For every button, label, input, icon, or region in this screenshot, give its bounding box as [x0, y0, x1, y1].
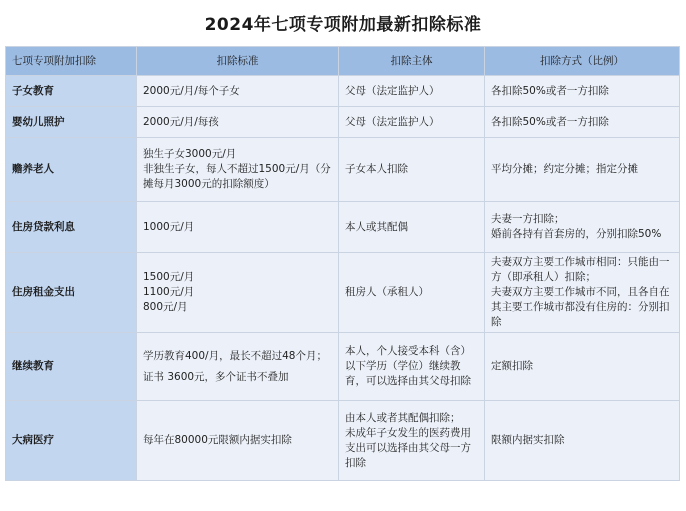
- subject-line: 本人，个人接受本科（含）以下学历（学位）继续教育，可以选择由其父母扣除: [345, 345, 471, 387]
- method-line: 各扣除50%或者一方扣除: [491, 84, 609, 97]
- subject-line: 未成年子女发生的医药费用支出可以选择由其父母一方扣除: [345, 426, 471, 469]
- standard-line: 1500元/月: [143, 271, 195, 283]
- row-method: [485, 138, 680, 202]
- table-row: [6, 333, 680, 401]
- table-row: [6, 202, 680, 253]
- subject-line: 父母（法定监护人）: [345, 115, 440, 128]
- row-method: [485, 107, 680, 138]
- row-method: [485, 401, 680, 481]
- standard-line: 800元/月: [143, 301, 188, 313]
- subject-line: 子女本人扣除: [345, 163, 408, 175]
- row-subject: [339, 401, 485, 481]
- page-title: 2024年七项专项附加最新扣除标准: [204, 15, 482, 35]
- standard-line: 证书 3600元，多个证书不叠加: [143, 370, 289, 383]
- subject-line: 本人或其配偶: [345, 220, 408, 233]
- method-line: 限额内据实扣除: [491, 434, 565, 446]
- row-standard: [137, 253, 339, 333]
- standard-line: 2000元/月/每个子女: [143, 84, 240, 97]
- row-method: [485, 333, 680, 401]
- method-line: 夫妻双方主要工作城市不同，且各自在其主要工作城市都没有住房的：分别扣除: [491, 286, 670, 328]
- row-name: 赡养老人: [6, 138, 137, 202]
- standard-line: 2000元/月/每孩: [143, 115, 219, 128]
- row-standard: [137, 401, 339, 481]
- table-row: [6, 253, 680, 333]
- row-name: 住房贷款利息: [6, 202, 137, 253]
- row-name: 住房租金支出: [6, 253, 137, 333]
- row-standard: [137, 76, 339, 107]
- method-line: 平均分摊；约定分摊；指定分摊: [491, 163, 638, 175]
- row-standard: [137, 107, 339, 138]
- method-line: 夫妻双方主要工作城市相同：只能由一方（即承租人）扣除；: [491, 256, 670, 283]
- row-name: 婴幼儿照护: [6, 107, 137, 138]
- header-method: 扣除方式（比例）: [485, 47, 680, 76]
- standard-line: 独生子女3000元/月: [143, 148, 237, 160]
- subject-line: 父母（法定监护人）: [345, 84, 440, 97]
- standard-line: 1100元/月: [143, 286, 195, 298]
- header-standard: 扣除标准: [137, 47, 339, 76]
- table-row: [6, 107, 680, 138]
- standard-line: 1000元/月: [143, 220, 195, 233]
- method-line: 各扣除50%或者一方扣除: [491, 115, 609, 128]
- table-header-row: [6, 47, 680, 76]
- row-name: 子女教育: [6, 76, 137, 107]
- subject-line: 租房人（承租人）: [345, 286, 429, 298]
- subject-line: 由本人或者其配偶扣除；: [345, 411, 461, 424]
- standard-line: 学历教育400/月，最长不超过48个月；: [143, 349, 327, 362]
- table-row: [6, 76, 680, 107]
- row-method: [485, 76, 680, 107]
- row-name: 大病医疗: [6, 401, 137, 481]
- table-row: [6, 401, 680, 481]
- row-subject: [339, 76, 485, 107]
- deduction-table: [5, 46, 680, 481]
- method-line: 夫妻一方扣除；: [491, 213, 565, 225]
- row-subject: [339, 138, 485, 202]
- row-subject: [339, 253, 485, 333]
- method-line: 定额扣除: [491, 360, 533, 372]
- row-standard: [137, 202, 339, 253]
- row-subject: [339, 202, 485, 253]
- row-subject: [339, 107, 485, 138]
- row-standard: [137, 138, 339, 202]
- standard-line: 非独生子女，每人不超过1500元/月（分摊每月3000元的扣除额度）: [143, 163, 331, 190]
- header-item: 七项专项附加扣除: [6, 47, 137, 76]
- table-row: [6, 138, 680, 202]
- row-method: [485, 202, 680, 253]
- row-method: [485, 253, 680, 333]
- row-subject: [339, 333, 485, 401]
- standard-line: 每年在80000元限额内据实扣除: [143, 434, 292, 446]
- row-name: 继续教育: [6, 333, 137, 401]
- row-standard: [137, 333, 339, 401]
- header-subject: 扣除主体: [339, 47, 485, 76]
- method-line: 婚前各持有首套房的，分别扣除50%: [491, 228, 662, 240]
